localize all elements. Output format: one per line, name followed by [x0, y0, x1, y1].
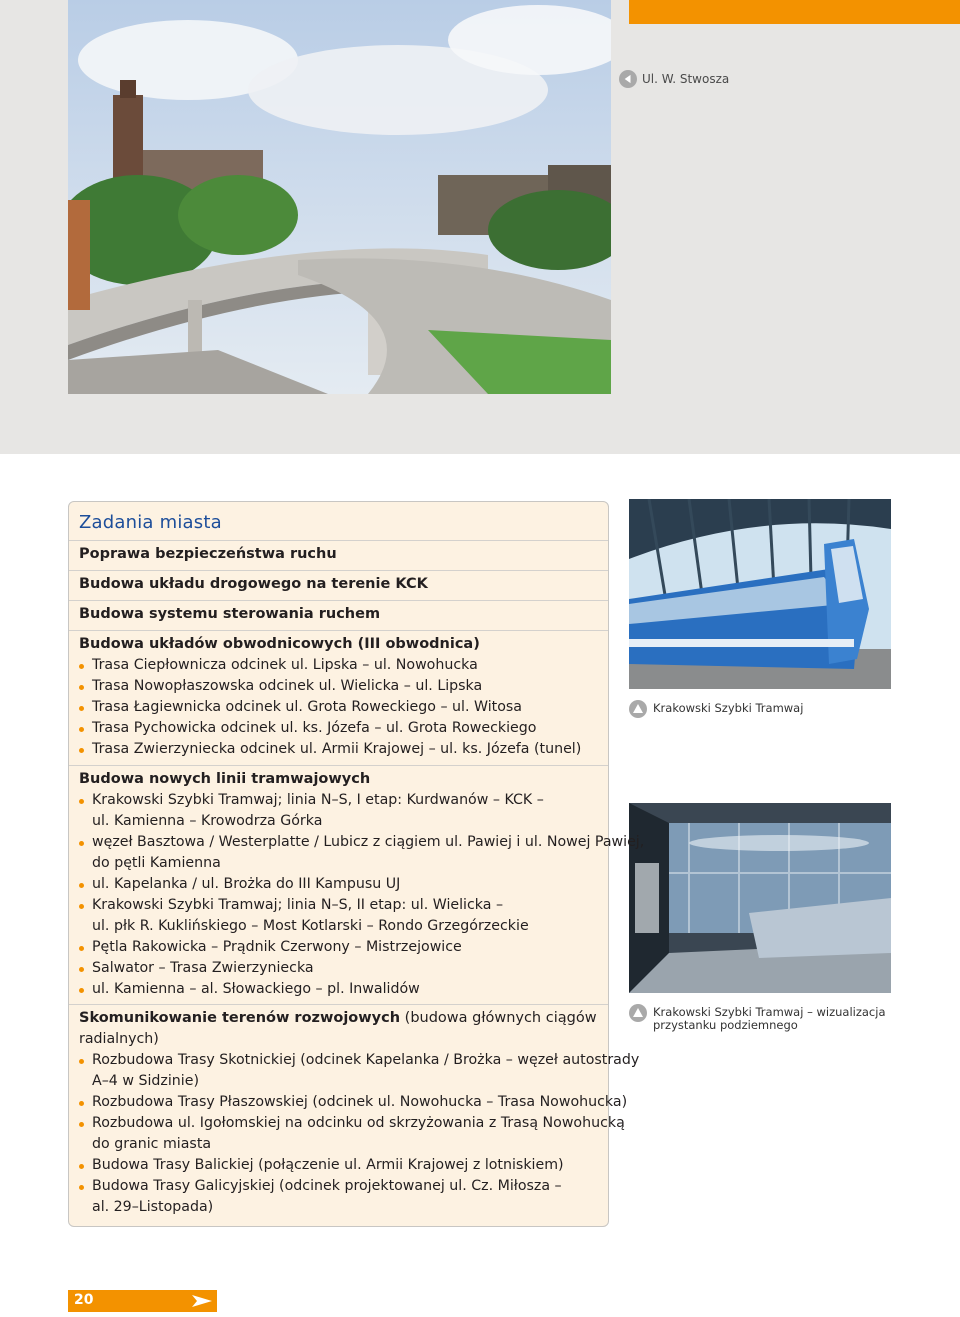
- list-item: Rozbudowa Trasy Skotnickiej (odcinek Kapelanka / Brożka – węzeł autostrady: [92, 1052, 640, 1068]
- divider: [69, 540, 608, 541]
- list-item: Trasa Ciepłownicza odcinek ul. Lipska – ul. Nowohucka: [92, 657, 478, 673]
- station-caption-line1: Krakowski Szybki Tramwaj – wizualizacja: [653, 1005, 886, 1019]
- list-item-cont: al. 29–Listopada): [92, 1199, 214, 1215]
- tram-caption-text: Krakowski Szybki Tramwaj: [653, 701, 804, 715]
- heading-kck-roads: Budowa układu drogowego na terenie KCK: [79, 576, 428, 592]
- list-item-cont: do pętli Kamienna: [92, 855, 221, 871]
- list-item: Trasa Nowopłaszowska odcinek ul. Wielicka – ul. Lipska: [92, 678, 483, 694]
- list-item: Rozbudowa Trasy Płaszowskiej (odcinek ul. Nowohucka – Trasa Nowohucka): [92, 1094, 628, 1110]
- list-item: Salwator – Trasa Zwierzyniecka: [92, 960, 314, 976]
- heading-traffic-control: Budowa systemu sterowania ruchem: [79, 606, 381, 622]
- list-item: ul. Kamienna – al. Słowackiego – pl. Inwalidów: [92, 981, 420, 997]
- list-item: Krakowski Szybki Tramwaj; linia N–S, II etap: ul. Wielicka –: [92, 897, 504, 913]
- list-item: Pętla Rakowicka – Prądnik Czerwony – Mistrzejowice: [92, 939, 462, 955]
- list-item: Trasa Zwierzyniecka odcinek ul. Armii Krajowej – ul. ks. Józefa (tunel): [92, 741, 582, 757]
- city-tasks-card: [68, 501, 645, 1227]
- camera-icon: [629, 1004, 647, 1022]
- station-caption: [629, 1006, 886, 1032]
- page-number-bar: [68, 1290, 217, 1312]
- station-caption-line2: przystanku podziemnego: [653, 1018, 798, 1032]
- arrow-left-icon: [619, 70, 637, 88]
- heading-development-normal: (budowa głównych ciągów: [400, 1010, 597, 1026]
- overpass-road-photo: [68, 0, 611, 394]
- list-item: węzeł Basztowa / Westerplatte / Lubicz z ciągiem ul. Pawiej i ul. Nowej Pawiej,: [92, 834, 645, 850]
- list-item-cont: ul. Kamienna – Krowodrza Górka: [92, 813, 323, 829]
- divider: [69, 1004, 608, 1005]
- heading-development-cont: radialnych): [79, 1031, 159, 1047]
- heading-traffic-safety: Poprawa bezpieczeństwa ruchu: [79, 546, 337, 562]
- divider: [69, 570, 608, 571]
- heading-development: [79, 1010, 597, 1026]
- heading-tram-lines: Budowa nowych linii tramwajowych: [79, 771, 371, 787]
- camera-icon: [629, 700, 647, 718]
- back-link[interactable]: [619, 70, 729, 88]
- page-number: 20: [74, 1292, 94, 1308]
- divider: [69, 765, 608, 766]
- card-title: Zadania miasta: [79, 512, 222, 533]
- list-item: Budowa Trasy Galicyjskiej (odcinek projektowanej ul. Cz. Miłosza –: [92, 1178, 562, 1194]
- underground-stop-photo: [629, 803, 891, 993]
- list-item: Krakowski Szybki Tramwaj; linia N–S, I etap: Kurdwanów – KCK –: [92, 792, 544, 808]
- list-item-cont: ul. płk R. Kuklińskiego – Most Kotlarski – Rondo Grzegórzeckie: [92, 918, 529, 934]
- list-item: Trasa Łagiewnicka odcinek ul. Grota Roweckiego – ul. Witosa: [92, 699, 522, 715]
- orange-accent-bar: [629, 0, 960, 24]
- tram-caption: [629, 702, 803, 720]
- list-item-cont: do granic miasta: [92, 1136, 212, 1152]
- divider: [69, 600, 608, 601]
- list-item: Trasa Pychowicka odcinek ul. ks. Józefa – ul. Grota Roweckiego: [92, 720, 537, 736]
- heading-ring-roads: Budowa układów obwodnicowych (III obwodnica): [79, 636, 480, 652]
- divider: [69, 630, 608, 631]
- list-item: ul. Kapelanka / ul. Brożka do III Kampusu UJ: [92, 876, 401, 892]
- tram-photo: [629, 499, 891, 689]
- list-item: Budowa Trasy Balickiej (połączenie ul. Armii Krajowej z lotniskiem): [92, 1157, 564, 1173]
- list-item-cont: A–4 w Sidzinie): [92, 1073, 199, 1089]
- list-item: Rozbudowa ul. Igołomskiej na odcinku od skrzyżowania z Trasą Nowohucką: [92, 1115, 625, 1131]
- heading-development-bold: Skomunikowanie terenów rozwojowych: [79, 1010, 401, 1026]
- back-link-label: Ul. W. Stwosza: [642, 72, 730, 86]
- arrow-right-icon[interactable]: [192, 1294, 212, 1308]
